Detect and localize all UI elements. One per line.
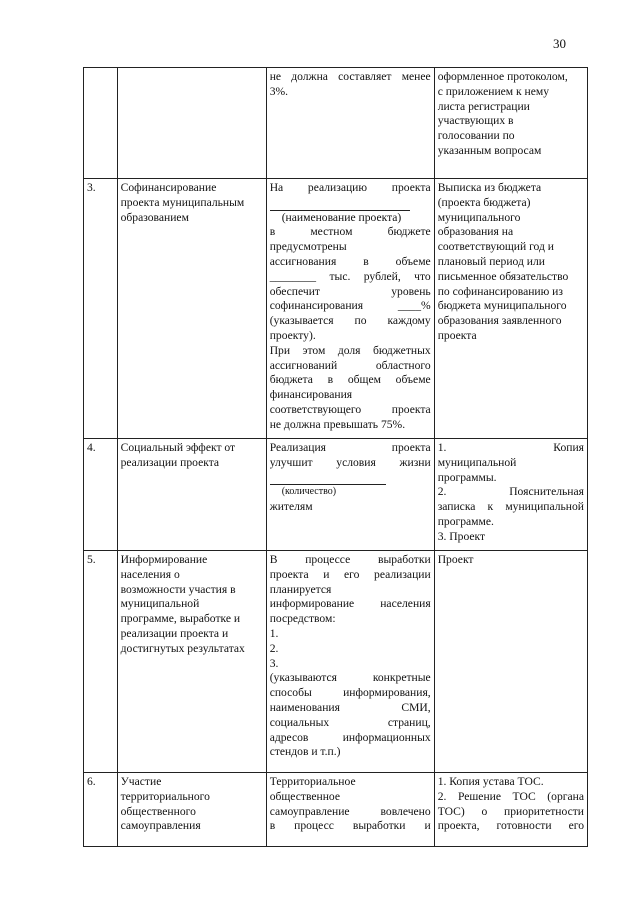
requirement-cell: Реализация проекта улучшит условия жизни (количество) жителям bbox=[266, 439, 434, 551]
documents-cell: Выписка из бюджета (проекта бюджета) муниципального образования на соответствующий год и плановый период или письменное обязательство по софинансированию из бюджета муниципального образования заявленного проекта bbox=[434, 179, 587, 439]
documents-cell: Проект bbox=[434, 551, 587, 773]
row-number-cell: 5. bbox=[84, 551, 118, 773]
criterion-cell: Участие территориального общественного самоуправления bbox=[117, 773, 266, 847]
criteria-table bbox=[83, 67, 588, 847]
table-row bbox=[84, 179, 588, 439]
row-number-cell: 4. bbox=[84, 439, 118, 551]
requirement-cell: не должна составляет менее 3%. bbox=[266, 68, 434, 179]
documents-cell: 1. Копия муниципальной программы. 2. Пояснительная записка к муниципальной программе. 3. Проект bbox=[434, 439, 587, 551]
documents-cell: оформленное протоколом, с приложением к нему листа регистрации участвующих в голосовании по указанным вопросам bbox=[434, 68, 587, 179]
table-row bbox=[84, 439, 588, 551]
criterion-cell: Информирование населения о возможности участия в муниципальной программе, выработке и реализации проекта и достигнутых результатах bbox=[117, 551, 266, 773]
row-number-cell bbox=[84, 68, 118, 179]
requirement-cell: Территориальное общественное самоуправление вовлечено в процесс выработки и bbox=[266, 773, 434, 847]
row-number-cell: 6. bbox=[84, 773, 118, 847]
requirement-cell: В процессе выработки проекта и его реализации планируется информирование населения посредством: 1. 2. 3. (указываются конкретные способы информирования, наименования СМИ, социальных страниц, адресов информационных стендов и т.п.) bbox=[266, 551, 434, 773]
quantity-blank bbox=[270, 472, 386, 485]
criterion-cell bbox=[117, 68, 266, 179]
page-number: 30 bbox=[553, 36, 566, 51]
table-row bbox=[84, 773, 588, 847]
table-row bbox=[84, 68, 588, 179]
criterion-cell: Социальный эффект от реализации проекта bbox=[117, 439, 266, 551]
criterion-cell: Софинансирование проекта муниципальным образованием bbox=[117, 179, 266, 439]
requirement-cell: На реализацию проекта (наименование проекта) в местном бюджете предусмотрены ассигнования в объеме ________ тыс. рублей, что обеспечит уровень софинансирования ____% (указывается по каждому проекту). При этом доля бюджетных ассигнований областного бюджета в общем объеме финансирования соответствующего проекта не должна превышать 75%. bbox=[266, 179, 434, 439]
documents-cell: 1. Копия устава ТОС. 2. Решение ТОС (органа ТОС) о приоритетности проекта, готовности его bbox=[434, 773, 587, 847]
row-number-cell: 3. bbox=[84, 179, 118, 439]
project-name-blank bbox=[270, 198, 410, 211]
table-row bbox=[84, 551, 588, 773]
